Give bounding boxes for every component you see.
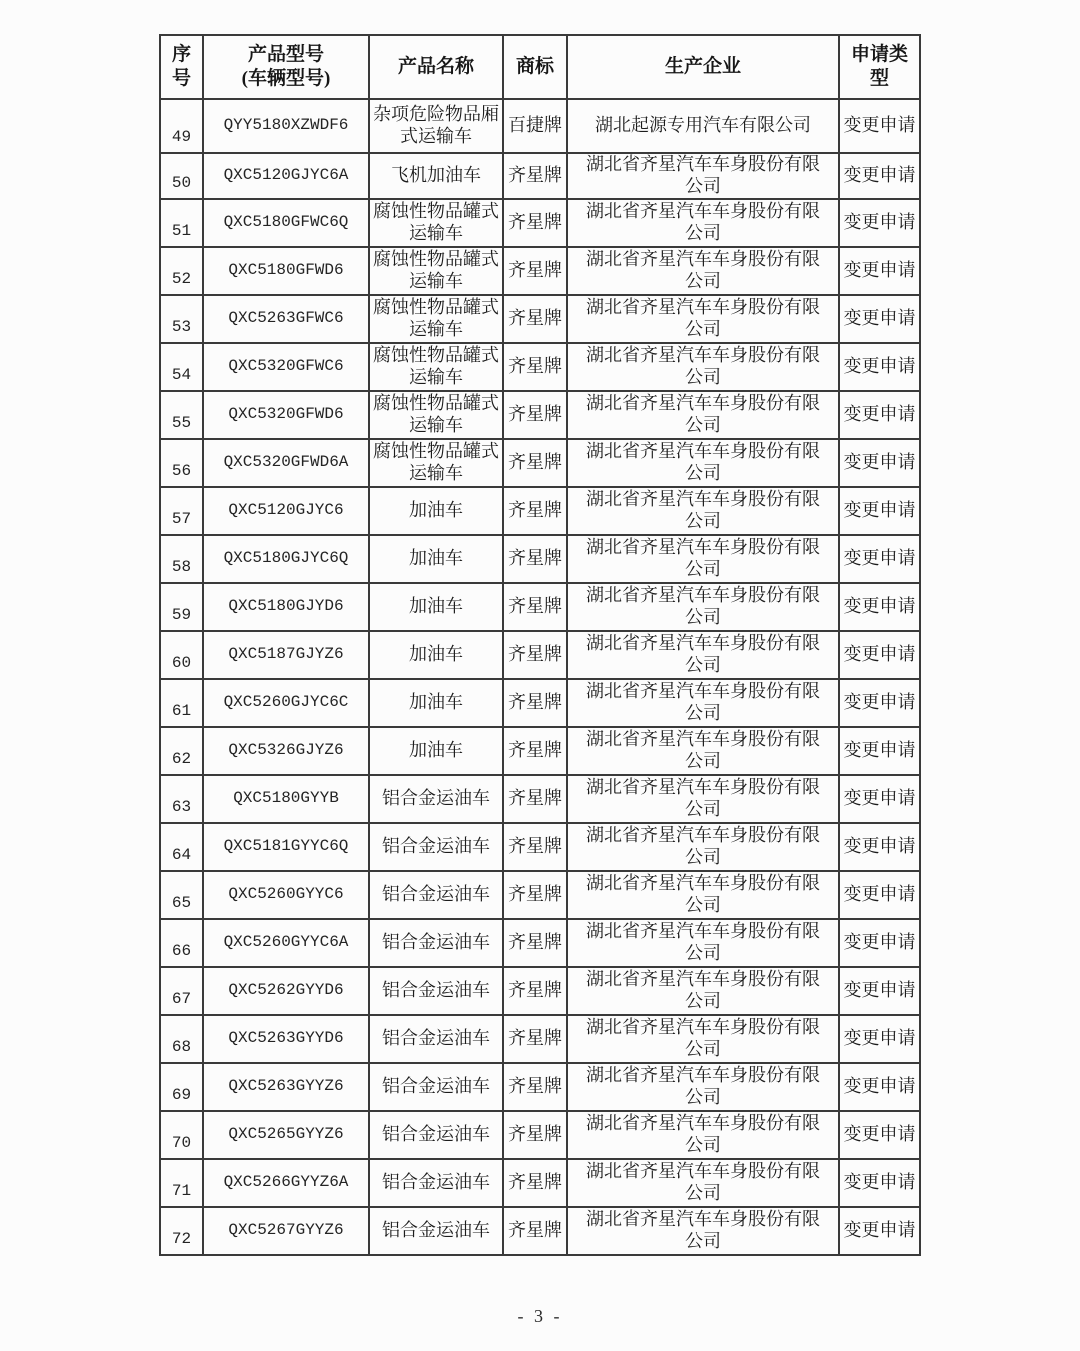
table-header-row	[160, 35, 920, 99]
table-row	[160, 99, 920, 153]
brand-cell: 齐星牌	[503, 871, 567, 919]
manufacturer-cell	[567, 1207, 839, 1255]
table-row	[160, 439, 920, 487]
table-body	[160, 99, 920, 1255]
manufacturer-cell	[567, 919, 839, 967]
product-name-cell: 腐蚀性物品罐式运输车	[369, 295, 503, 343]
serial-number-cell: 53	[160, 295, 203, 343]
table-row	[160, 247, 920, 295]
manufacturer-cell	[567, 391, 839, 439]
brand-cell: 齐星牌	[503, 727, 567, 775]
application-type-cell: 变更申请	[839, 343, 920, 391]
manufacturer-text: 湖北省齐星汽车车身股份有限公司	[586, 392, 820, 435]
product-name-cell: 腐蚀性物品罐式运输车	[369, 391, 503, 439]
model-number-cell: QXC5263GYYD6	[203, 1015, 369, 1063]
manufacturer-text: 湖北省齐星汽车车身股份有限公司	[586, 1016, 820, 1059]
model-number-cell: QXC5120GJYC6	[203, 487, 369, 535]
manufacturer-cell	[567, 967, 839, 1015]
serial-number-cell: 65	[160, 871, 203, 919]
manufacturer-cell	[567, 583, 839, 631]
brand-cell: 齐星牌	[503, 823, 567, 871]
product-application-table	[159, 34, 921, 1256]
brand-cell: 齐星牌	[503, 967, 567, 1015]
brand-cell: 齐星牌	[503, 153, 567, 199]
serial-number-cell: 51	[160, 199, 203, 247]
product-name-cell: 铝合金运油车	[369, 823, 503, 871]
column-header-model	[203, 35, 369, 99]
manufacturer-text: 湖北省齐星汽车车身股份有限公司	[586, 632, 820, 675]
page-number: - 3 -	[517, 1306, 563, 1326]
serial-number-cell: 68	[160, 1015, 203, 1063]
product-name-cell: 铝合金运油车	[369, 871, 503, 919]
application-type-cell: 变更申请	[839, 295, 920, 343]
application-type-cell: 变更申请	[839, 153, 920, 199]
product-name-cell: 加油车	[369, 727, 503, 775]
table-row	[160, 1111, 920, 1159]
model-number-cell: QXC5266GYYZ6A	[203, 1159, 369, 1207]
model-number-cell: QXC5260GYYC6A	[203, 919, 369, 967]
column-header-model-line1: 产品型号	[247, 44, 324, 66]
product-name-cell: 铝合金运油车	[369, 919, 503, 967]
table-row	[160, 199, 920, 247]
model-number-cell: QXC5181GYYC6Q	[203, 823, 369, 871]
manufacturer-text: 湖北省齐星汽车车身股份有限公司	[586, 248, 820, 291]
column-header-model-line2: (车辆型号)	[241, 68, 331, 89]
table-row	[160, 391, 920, 439]
manufacturer-text: 湖北省齐星汽车车身股份有限公司	[586, 296, 820, 339]
product-name-cell: 加油车	[369, 535, 503, 583]
application-type-cell: 变更申请	[839, 631, 920, 679]
model-number-cell: QXC5260GYYC6	[203, 871, 369, 919]
product-name-cell: 飞机加油车	[369, 153, 503, 199]
manufacturer-text: 湖北起源专用汽车有限公司	[595, 115, 811, 136]
table-row	[160, 1063, 920, 1111]
manufacturer-text: 湖北省齐星汽车车身股份有限公司	[586, 968, 820, 1011]
table-row	[160, 823, 920, 871]
table-row	[160, 535, 920, 583]
brand-cell: 齐星牌	[503, 487, 567, 535]
serial-number-cell: 56	[160, 439, 203, 487]
brand-cell: 齐星牌	[503, 199, 567, 247]
model-number-cell: QXC5180GJYC6Q	[203, 535, 369, 583]
brand-cell: 齐星牌	[503, 775, 567, 823]
table-row	[160, 487, 920, 535]
manufacturer-text: 湖北省齐星汽车车身股份有限公司	[586, 824, 820, 867]
table-row	[160, 967, 920, 1015]
table-row	[160, 1159, 920, 1207]
product-name-cell: 铝合金运油车	[369, 1015, 503, 1063]
table-row	[160, 583, 920, 631]
serial-number-cell: 67	[160, 967, 203, 1015]
serial-number-cell: 57	[160, 487, 203, 535]
application-type-cell: 变更申请	[839, 1207, 920, 1255]
model-number-cell: QXC5265GYYZ6	[203, 1111, 369, 1159]
serial-number-cell: 63	[160, 775, 203, 823]
brand-cell: 齐星牌	[503, 295, 567, 343]
application-type-cell: 变更申请	[839, 199, 920, 247]
manufacturer-cell	[567, 1015, 839, 1063]
product-name-cell: 腐蚀性物品罐式运输车	[369, 247, 503, 295]
serial-number-cell: 60	[160, 631, 203, 679]
manufacturer-cell	[567, 823, 839, 871]
product-name-cell: 铝合金运油车	[369, 1207, 503, 1255]
manufacturer-cell	[567, 153, 839, 199]
product-name-cell: 铝合金运油车	[369, 1159, 503, 1207]
application-type-cell: 变更申请	[839, 1111, 920, 1159]
manufacturer-text: 湖北省齐星汽车车身股份有限公司	[586, 1112, 820, 1155]
manufacturer-cell	[567, 439, 839, 487]
product-name-cell: 腐蚀性物品罐式运输车	[369, 199, 503, 247]
model-number-cell: QXC5180GYYB	[203, 775, 369, 823]
brand-cell: 齐星牌	[503, 535, 567, 583]
application-type-cell: 变更申请	[839, 535, 920, 583]
table-row	[160, 775, 920, 823]
product-name-cell: 铝合金运油车	[369, 967, 503, 1015]
manufacturer-cell	[567, 487, 839, 535]
application-type-cell: 变更申请	[839, 775, 920, 823]
table-row	[160, 679, 920, 727]
product-name-cell: 杂项危险物品厢式运输车	[369, 99, 503, 153]
manufacturer-text: 湖北省齐星汽车车身股份有限公司	[586, 488, 820, 531]
serial-number-cell: 52	[160, 247, 203, 295]
manufacturer-text: 湖北省齐星汽车车身股份有限公司	[586, 872, 820, 915]
model-number-cell: QXC5320GFWD6	[203, 391, 369, 439]
manufacturer-cell	[567, 1063, 839, 1111]
serial-number-cell: 66	[160, 919, 203, 967]
serial-number-cell: 49	[160, 99, 203, 153]
brand-cell: 齐星牌	[503, 919, 567, 967]
brand-cell: 齐星牌	[503, 343, 567, 391]
serial-number-cell: 64	[160, 823, 203, 871]
manufacturer-cell	[567, 775, 839, 823]
model-number-cell: QXC5320GFWD6A	[203, 439, 369, 487]
product-name-cell: 铝合金运油车	[369, 775, 503, 823]
brand-cell: 百捷牌	[503, 99, 567, 153]
brand-cell: 齐星牌	[503, 1111, 567, 1159]
table-row	[160, 919, 920, 967]
application-type-cell: 变更申请	[839, 679, 920, 727]
application-type-cell: 变更申请	[839, 967, 920, 1015]
brand-cell: 齐星牌	[503, 439, 567, 487]
application-type-cell: 变更申请	[839, 823, 920, 871]
manufacturer-text: 湖北省齐星汽车车身股份有限公司	[586, 536, 820, 579]
serial-number-cell: 70	[160, 1111, 203, 1159]
application-type-cell: 变更申请	[839, 1015, 920, 1063]
manufacturer-text: 湖北省齐星汽车车身股份有限公司	[586, 440, 820, 483]
application-type-cell: 变更申请	[839, 919, 920, 967]
model-number-cell: QXC5320GFWC6	[203, 343, 369, 391]
column-header-serial: 序号	[160, 35, 203, 99]
serial-number-cell: 72	[160, 1207, 203, 1255]
product-name-cell: 加油车	[369, 679, 503, 727]
manufacturer-text: 湖北省齐星汽车车身股份有限公司	[586, 1160, 820, 1203]
serial-number-cell: 59	[160, 583, 203, 631]
model-number-cell: QXC5263GFWC6	[203, 295, 369, 343]
manufacturer-cell	[567, 247, 839, 295]
table-row	[160, 631, 920, 679]
brand-cell: 齐星牌	[503, 1207, 567, 1255]
serial-number-cell: 50	[160, 153, 203, 199]
brand-cell: 齐星牌	[503, 247, 567, 295]
product-name-cell: 铝合金运油车	[369, 1063, 503, 1111]
model-number-cell: QXC5326GJYZ6	[203, 727, 369, 775]
manufacturer-cell	[567, 871, 839, 919]
serial-number-cell: 71	[160, 1159, 203, 1207]
serial-number-cell: 58	[160, 535, 203, 583]
serial-number-cell: 61	[160, 679, 203, 727]
serial-number-cell: 55	[160, 391, 203, 439]
manufacturer-text: 湖北省齐星汽车车身股份有限公司	[586, 776, 820, 819]
application-type-cell: 变更申请	[839, 391, 920, 439]
manufacturer-text: 湖北省齐星汽车车身股份有限公司	[586, 154, 820, 196]
manufacturer-cell	[567, 679, 839, 727]
brand-cell: 齐星牌	[503, 679, 567, 727]
model-number-cell: QYY5180XZWDF6	[203, 99, 369, 153]
product-name-cell: 加油车	[369, 487, 503, 535]
application-type-cell: 变更申请	[839, 99, 920, 153]
table-row	[160, 295, 920, 343]
brand-cell: 齐星牌	[503, 1015, 567, 1063]
product-name-cell: 铝合金运油车	[369, 1111, 503, 1159]
product-name-cell: 加油车	[369, 583, 503, 631]
manufacturer-text: 湖北省齐星汽车车身股份有限公司	[586, 200, 820, 243]
manufacturer-text: 湖北省齐星汽车车身股份有限公司	[586, 344, 820, 387]
model-number-cell: QXC5267GYYZ6	[203, 1207, 369, 1255]
application-type-cell: 变更申请	[839, 487, 920, 535]
model-number-cell: QXC5262GYYD6	[203, 967, 369, 1015]
manufacturer-text: 湖北省齐星汽车车身股份有限公司	[586, 680, 820, 723]
application-type-cell: 变更申请	[839, 247, 920, 295]
column-header-manufacturer: 生产企业	[567, 35, 839, 99]
manufacturer-cell	[567, 535, 839, 583]
application-type-cell: 变更申请	[839, 727, 920, 775]
manufacturer-cell	[567, 99, 839, 153]
model-number-cell: QXC5180GFWD6	[203, 247, 369, 295]
table-row	[160, 343, 920, 391]
model-number-cell: QXC5180GFWC6Q	[203, 199, 369, 247]
application-type-cell: 变更申请	[839, 871, 920, 919]
manufacturer-cell	[567, 295, 839, 343]
product-name-cell: 腐蚀性物品罐式运输车	[369, 439, 503, 487]
manufacturer-cell	[567, 727, 839, 775]
manufacturer-cell	[567, 199, 839, 247]
table-row	[160, 1207, 920, 1255]
serial-number-cell: 62	[160, 727, 203, 775]
column-header-brand: 商标	[503, 35, 567, 99]
table-row	[160, 1015, 920, 1063]
manufacturer-text: 湖北省齐星汽车车身股份有限公司	[586, 1064, 820, 1107]
manufacturer-text: 湖北省齐星汽车车身股份有限公司	[586, 728, 820, 771]
manufacturer-cell	[567, 1159, 839, 1207]
manufacturer-text: 湖北省齐星汽车车身股份有限公司	[586, 1208, 820, 1251]
application-type-cell: 变更申请	[839, 1159, 920, 1207]
manufacturer-cell	[567, 343, 839, 391]
application-type-cell: 变更申请	[839, 583, 920, 631]
table-row	[160, 871, 920, 919]
manufacturer-cell	[567, 631, 839, 679]
manufacturer-cell	[567, 1111, 839, 1159]
model-number-cell: QXC5180GJYD6	[203, 583, 369, 631]
table-row	[160, 153, 920, 199]
product-name-cell: 加油车	[369, 631, 503, 679]
brand-cell: 齐星牌	[503, 631, 567, 679]
brand-cell: 齐星牌	[503, 391, 567, 439]
manufacturer-text: 湖北省齐星汽车车身股份有限公司	[586, 920, 820, 963]
model-number-cell: QXC5263GYYZ6	[203, 1063, 369, 1111]
manufacturer-text: 湖北省齐星汽车车身股份有限公司	[586, 584, 820, 627]
serial-number-cell: 69	[160, 1063, 203, 1111]
brand-cell: 齐星牌	[503, 583, 567, 631]
application-type-cell: 变更申请	[839, 439, 920, 487]
table-row	[160, 727, 920, 775]
model-number-cell: QXC5187GJYZ6	[203, 631, 369, 679]
model-number-cell: QXC5260GJYC6C	[203, 679, 369, 727]
serial-number-cell: 54	[160, 343, 203, 391]
brand-cell: 齐星牌	[503, 1063, 567, 1111]
product-name-cell: 腐蚀性物品罐式运输车	[369, 343, 503, 391]
column-header-name: 产品名称	[369, 35, 503, 99]
application-type-cell: 变更申请	[839, 1063, 920, 1111]
column-header-type: 申请类型	[839, 35, 920, 99]
brand-cell: 齐星牌	[503, 1159, 567, 1207]
model-number-cell: QXC5120GJYC6A	[203, 153, 369, 199]
